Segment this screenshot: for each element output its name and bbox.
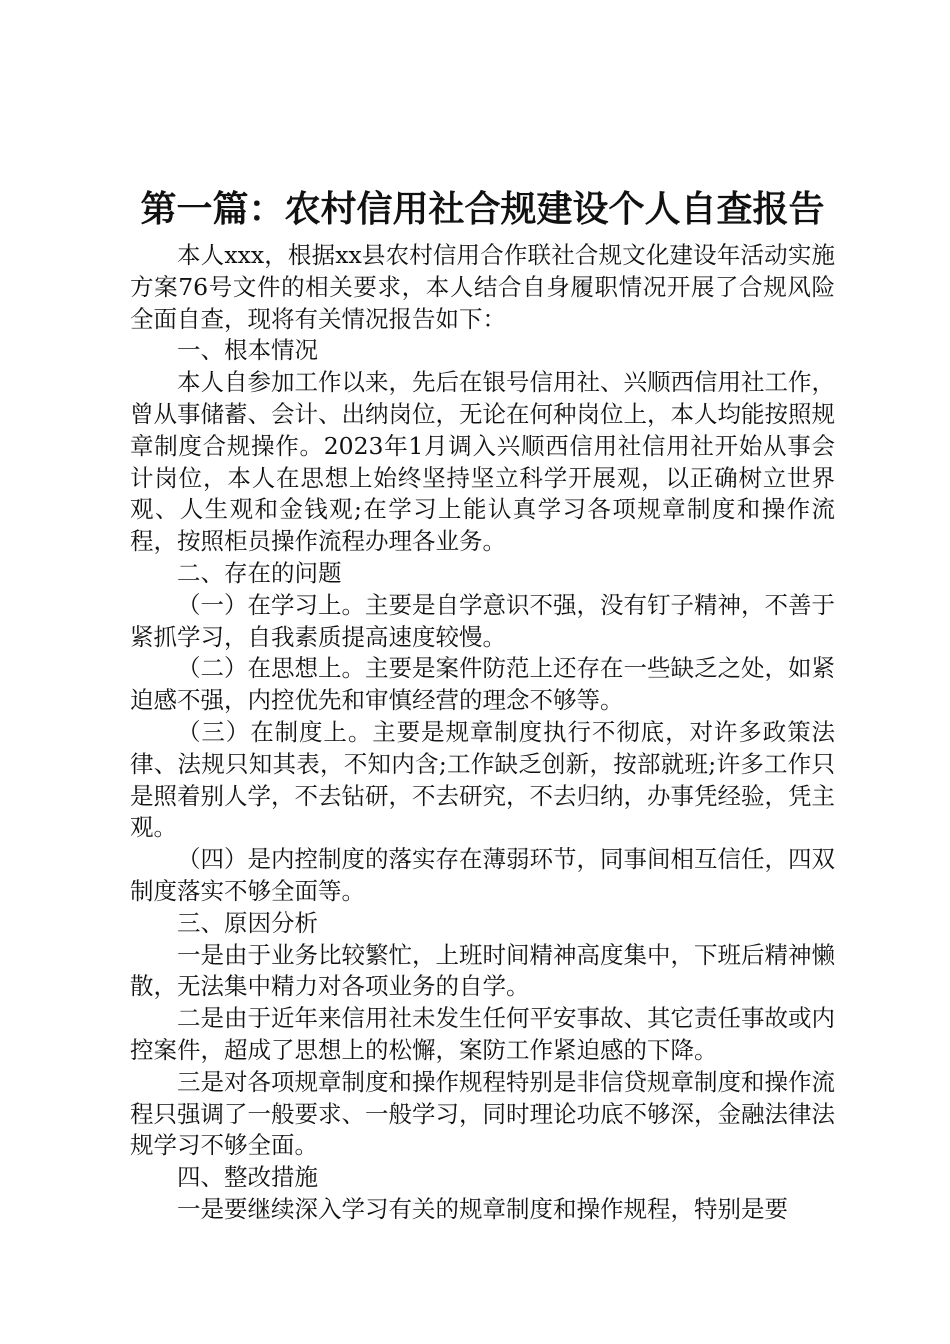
paragraph-cause-1: 一是由于业务比较繁忙，上班时间精神高度集中，下班后精神懒散，无法集中精力对各项业务的自学。 (130, 940, 835, 1001)
paragraph-problem-4: （四）是内控制度的落实存在薄弱环节，同事间相互信任，四双制度落实不够全面等。 (130, 845, 835, 905)
paragraph-cause-2: 二是由于近年来信用社未发生任何平安事故、其它责任事故或内控案件，超成了思想上的松懈，案防工作紧迫感的下降。 (130, 1004, 835, 1064)
document-title: 第一篇：农村信用社合规建设个人自查报告 (140, 188, 825, 230)
paragraph-problem-2: （二）在思想上。主要是案件防范上还存在一些缺乏之处，如紧迫感不强，内控优先和审慎经营的理念不够等。 (130, 654, 835, 715)
paragraph-cause-3: 三是对各项规章制度和操作规程特别是非信贷规章制度和操作流程只强调了一般要求、一般学习，同时理论功底不够深，金融法律法规学习不够全面。 (130, 1067, 835, 1160)
paragraph-measure-1: 一是要继续深入学习有关的规章制度和操作规程，特别是要 (177, 1194, 788, 1223)
section-heading-problems: 二、存在的问题 (177, 558, 342, 587)
paragraph-basic: 本人自参加工作以来，先后在银号信用社、兴顺西信用社工作，曾从事储蓄、会计、出纳岗位，无论在何种岗位上，本人均能按照规章制度合规操作。2023年1月调入兴顺西信用社信用社开始从事会计岗位，本人在思想上始终坚持坚立科学开展观，以正确树立世界观、人生观和金钱观;在学习上能认真学习各项规章制度和操作流程，按照柜员操作流程办理各业务。 (130, 368, 835, 556)
paragraph-intro: 本人xxx，根据xx县农村信用合作联社合规文化建设年活动实施方案76号文件的相关要求，本人结合自身履职情况开展了合规风险全面自查，现将有关情况报告如下： (130, 241, 835, 333)
section-heading-basic: 一、根本情况 (177, 336, 318, 365)
paragraph-problem-3: （三）在制度上。主要是规章制度执行不彻底，对许多政策法律、法规只知其表，不知内含;工作缺乏创新，按部就班;许多工作只是照着别人学，不去钻研，不去研究，不去归纳，办事凭经验，凭主观。 (130, 717, 835, 842)
paragraph-problem-1: （一）在学习上。主要是自学意识不强，没有钉子精神，不善于紧抓学习，自我素质提高速度较慢。 (130, 590, 835, 651)
document-body (130, 240, 835, 1226)
document-page (130, 186, 835, 1226)
section-heading-measures: 四、整改措施 (177, 1163, 318, 1192)
section-heading-causes: 三、原因分析 (177, 908, 318, 937)
